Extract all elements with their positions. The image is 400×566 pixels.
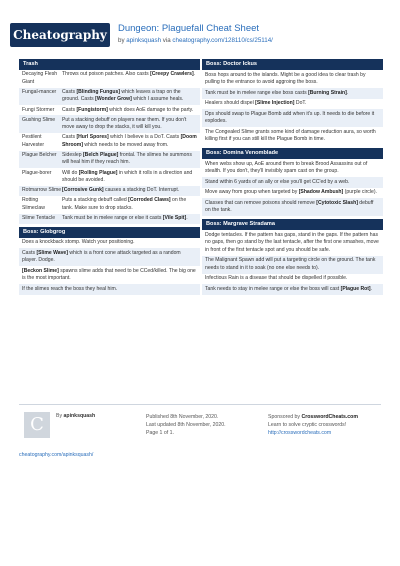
mob-name: Slime Tentacle xyxy=(22,214,56,221)
mob-name: Plague-borer xyxy=(22,169,52,176)
table-row xyxy=(19,133,200,151)
mob-description: Casts [Blinding Fungus] which leaves a trap on the ground. Casts [Wonder Grow] which I assume heals. xyxy=(62,88,184,103)
trash-table xyxy=(19,70,200,224)
list-item: Infectious Rain is a disease that should be dispelled if possible. xyxy=(205,275,348,282)
mob-name: Rotting Slimeclaw xyxy=(22,197,45,211)
margrave-section xyxy=(202,219,383,295)
mob-description: [Corrosive Gunk] causes a stacking DoT. Interrupt. xyxy=(62,187,180,194)
mob-name: Rotmarrow Slime xyxy=(22,187,62,194)
footer-meta xyxy=(146,413,226,437)
page-footer xyxy=(0,404,400,464)
list-item: Tank must be in melee range else boss casts [Burning Strain]. xyxy=(202,88,383,99)
list-item: If the slimes reach the boss they heal him. xyxy=(19,284,200,295)
section-title: Boss: Globgrog xyxy=(19,227,200,238)
by-prefix: by xyxy=(118,37,125,44)
list-item: Classes that can remove poisons should remove [Cytotoxic Slash] debuff on the tank. xyxy=(202,198,383,216)
mob-name: Fungal-mancer xyxy=(22,88,57,95)
list-item: Does a knockback stomp. Watch your positioning. xyxy=(22,239,135,246)
section-title: Boss: Domina Venomblade xyxy=(202,148,383,159)
byline xyxy=(118,37,273,44)
table-row xyxy=(19,88,200,106)
footer-author-name[interactable]: apinksquash xyxy=(63,413,96,419)
list-item: Stand within 6 yards of an ally or else you'll get CC'ed by a web. xyxy=(202,177,383,188)
ickus-section xyxy=(202,59,383,145)
mob-name: Plague Belcher xyxy=(22,151,57,158)
updated-date: Last updated 8th November, 2020. xyxy=(146,422,226,428)
left-column xyxy=(19,59,200,298)
via-text: via xyxy=(162,37,171,44)
avatar[interactable]: C xyxy=(24,412,50,438)
section-title: Boss: Doctor Ickus xyxy=(202,59,383,70)
table-row xyxy=(19,70,200,88)
mob-description: Sideslep [Belch Plague] frontal. The slimes he summons will heal him if they reach him. xyxy=(62,151,192,166)
list-item: The Congealed Slime grants some kind of damage reduction aura, so worth killing first if you can still kill the Plague Bomb in time. xyxy=(205,128,376,143)
mob-description: Throws out poison patches. Also casts [Creepy Crawlers]. xyxy=(62,71,196,78)
list-item: The Malignant Spawn add will put a targeting circle on the ground. The tank needs to stand in it to soak (no one else needs to). xyxy=(202,256,383,274)
table-row xyxy=(19,151,200,169)
page-header xyxy=(0,0,400,56)
footer-divider xyxy=(19,404,381,405)
sponsor-name[interactable]: CrosswordCheats.com xyxy=(301,414,358,420)
table-row xyxy=(19,214,200,224)
sponsor-tagline: Learn to solve cryptic crosswords! xyxy=(268,422,347,428)
section-title: Boss: Margrave Stradama xyxy=(202,219,383,230)
table-row xyxy=(19,105,200,115)
list-item: Dps should swap to Plague Bomb add when it's up. It needs to die before it explodes. xyxy=(202,109,383,127)
page-title: Dungeon: Plaguefall Cheat Sheet xyxy=(118,23,260,34)
sponsor-link[interactable]: http://crosswordcheats.com xyxy=(268,430,332,436)
page-count: Page 1 of 1. xyxy=(146,430,174,436)
table-row xyxy=(19,186,200,196)
mob-name: Fungi Stormer xyxy=(22,106,55,113)
section-title: Trash xyxy=(19,59,200,70)
author-link[interactable]: apinksquash xyxy=(126,37,162,44)
table-row xyxy=(19,168,200,186)
mob-name: Decaying Flesh Giant xyxy=(22,71,58,85)
mob-description: Put a stacking debuff on players near them. If you don't move away to drop the stacks, it will kill you. xyxy=(62,116,187,131)
list-item: Dodge tentacles. If the pattern has gaps, stand in the gaps. If the pattern has no gaps, then go stand by the last tentacle, after the first one smashes, move in front of the first tentacle spot and you should be safe. xyxy=(205,231,379,253)
list-item: Tank needs to stay in melee range or else the boss will cast [Plague Rot]. xyxy=(202,284,383,295)
cheatography-logo[interactable]: Cheatography xyxy=(10,23,110,47)
mob-description: Tank must be in melee range or else it casts [Vile Spit]. xyxy=(62,214,188,221)
list-item: Healers should dispel [Slime Injection] DoT. xyxy=(205,100,307,107)
list-item: [Beckon Slime] spawns slime adds that need to be CCed/killed. The big one is the most important. xyxy=(22,267,196,282)
mob-name: Gushing Slime xyxy=(22,116,56,123)
mob-description: Casts [Hurl Spores] which I believe is a DoT. Casts [Doom Shroom] which needs to be moved away from. xyxy=(62,134,197,148)
globgrog-section xyxy=(19,227,200,295)
list-item: Casts [Slime Wave] which is a front cone attack targeted as a random player. Dodge. xyxy=(19,248,200,266)
list-item: When webs show up, AoE around them to break Brood Assassins out of stealth. If you don't, they'll invisibly spam cast on the group. xyxy=(205,160,368,175)
footer-sponsor: Sponsored by CrosswordCheats.com Learn to solve cryptic crosswords! http://crosswordcheats.com xyxy=(268,414,358,436)
right-column xyxy=(202,59,383,298)
sheet-url-link[interactable]: cheatography.com/128110/cs/25114/ xyxy=(172,37,273,44)
list-item: Boss hops around to the islands. Might be a good idea to clear trash by pulling to the entrance to avoid aggroing the boss. xyxy=(205,71,366,85)
mob-description: Puts a stacking debuff called [Corroded Claws] on the tank. Make sure to drop stacks. xyxy=(62,197,187,211)
trash-section xyxy=(19,59,200,224)
domina-section xyxy=(202,148,383,216)
mob-name: Pestilent Harvester xyxy=(22,134,45,148)
footer-author: By apinksquash xyxy=(56,413,96,419)
table-row xyxy=(19,115,200,133)
table-row xyxy=(19,196,200,214)
published-date: Published 8th November, 2020. xyxy=(146,414,219,420)
mob-description: Casts [Fungistorm] which does AoE damage to the party. xyxy=(62,106,194,113)
author-profile-link[interactable]: cheatography.com/apinksquash/ xyxy=(19,452,94,458)
list-item: Move away from group when targeted by [Shadow Ambush] (purple circle). xyxy=(205,189,377,196)
mob-description: Will do [Rolling Plague] in which it rolls in a direction and should be avoided. xyxy=(62,169,193,183)
